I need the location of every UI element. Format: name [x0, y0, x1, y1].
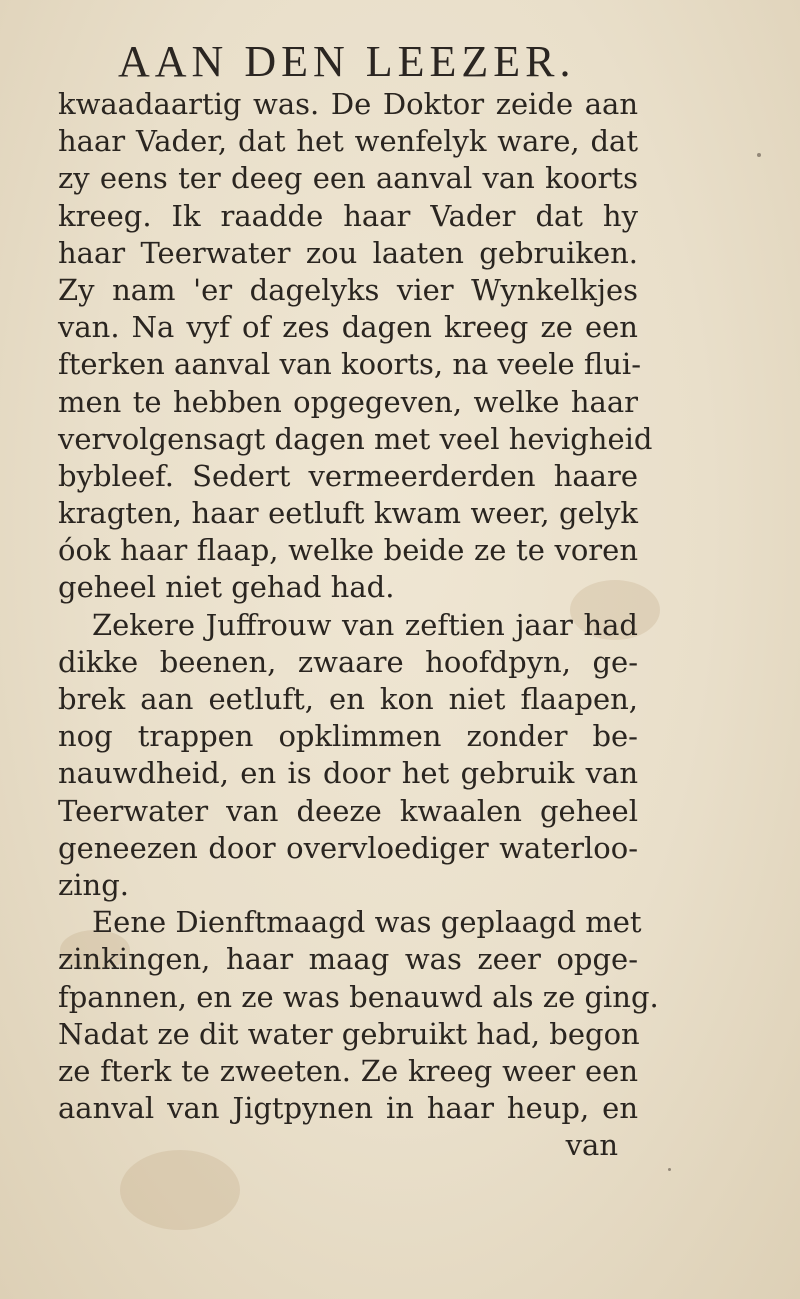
text-line: zing.: [58, 867, 130, 902]
text-line: geneezen door overvloediger waterloo-: [58, 830, 638, 865]
text-line: kwaadaartig was. De Doktor zeide aan: [58, 87, 638, 121]
text-line: Teerwater van deeze kwaalen geheel: [58, 793, 638, 828]
text-line: dikke beenen, zwaare hoofdpyn, ge-: [58, 644, 638, 679]
body-text: [58, 86, 659, 1164]
text-line: kreeg. Ik raadde haar Vader dat hy: [58, 198, 638, 233]
running-head: AAN DEN LEEZER.: [118, 37, 576, 86]
text-line: óok haar flaap, welke beide ze te voren: [58, 533, 638, 568]
text-line: men te hebben opgegeven, welke haar: [58, 384, 638, 419]
text-line: nauwdheid, en is door het gebruik van: [58, 756, 638, 791]
text-line: zinkingen, haar maag was zeer opge-: [58, 942, 638, 977]
text-line: fpannen, en ze was benauwd als ze ging.: [58, 979, 659, 1014]
text-line: brek aan eetluft, en kon niet flaapen,: [58, 682, 638, 716]
text-line: geheel niet gehad had.: [58, 570, 395, 605]
text-line: haar Vader, dat het wenfelyk ware, dat: [58, 124, 638, 159]
text-line: haar Teerwater zou laaten gebruiken.: [58, 235, 638, 270]
text-line: aanval van Jigtpynen in haar heup, en: [58, 1091, 638, 1126]
paper-speck: [757, 153, 761, 157]
text-line: vervolgensagt dagen met veel hevigheid: [58, 421, 653, 456]
text-line: ze fterk te zweeten. Ze kreeg weer een: [58, 1053, 638, 1088]
text-line: fterken aanval van koorts, na veele flui-: [58, 347, 642, 382]
text-line: nog trappen opklimmen zonder be-: [58, 719, 638, 754]
text-line: Zy nam 'er dagelyks vier Wynkelkjes: [58, 272, 638, 307]
text-line: zy eens ter deeg een aanval van koorts: [58, 161, 638, 196]
catchword: van: [565, 1128, 618, 1163]
paragraph-start-line: Zekere Juffrouw van zeftien jaar had: [92, 607, 638, 642]
text-line: bybleef. Sedert vermeerderden haare: [58, 458, 638, 493]
text-line: van. Na vyf of zes dagen kreeg ze een: [58, 310, 638, 345]
paragraph-start-line: Eene Dienftmaagd was geplaagd met: [92, 905, 642, 940]
text-line: kragten, haar eetluft kwam weer, gelyk: [58, 496, 638, 531]
text-line: Nadat ze dit water gebruikt had, begon: [58, 1016, 640, 1051]
paper-speck: [668, 1168, 671, 1171]
